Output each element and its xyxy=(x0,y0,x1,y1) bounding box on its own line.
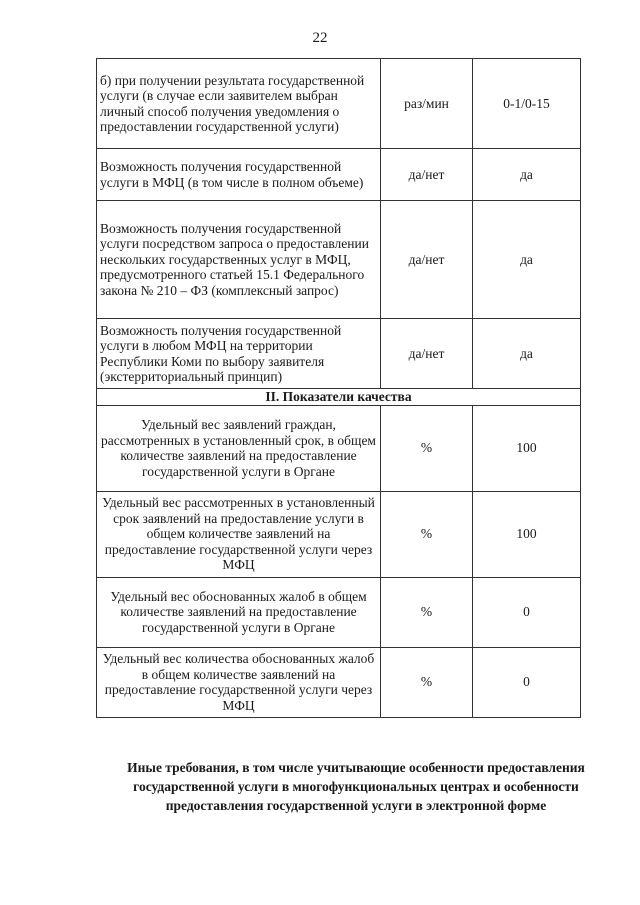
row-description: б) при получении результата государственной услуги (в случае если заявителем выбран личный способ получения уведомления о предоставлении государственной услуги) xyxy=(97,59,381,149)
row-description: Удельный вес обоснованных жалоб в общем количестве заявлений на предоставление государственной услуги в Органе xyxy=(97,577,381,647)
row-unit: % xyxy=(381,405,473,491)
row-unit: % xyxy=(381,491,473,577)
row-description: Возможность получения государственной услуги в любом МФЦ на территории Республики Коми по выбору заявителя (экстерриториальный принцип) xyxy=(97,319,381,389)
row-description: Удельный вес рассмотренных в установленный срок заявлений на предоставление услуги в общем количестве заявлений на предоставление государственной услуги через МФЦ xyxy=(97,491,381,577)
indicators-table xyxy=(96,58,581,718)
table-row xyxy=(97,405,581,491)
table-row xyxy=(97,149,581,201)
row-value: 0-1/0-15 xyxy=(473,59,581,149)
row-value: да xyxy=(473,149,581,201)
row-unit: да/нет xyxy=(381,319,473,389)
table-row xyxy=(97,59,581,149)
row-description: Удельный вес количества обоснованных жалоб в общем количестве заявлений на предоставление государственной услуги через МФЦ xyxy=(97,647,381,717)
table-row xyxy=(97,647,581,717)
row-value: 0 xyxy=(473,577,581,647)
row-description: Возможность получения государственной услуги в МФЦ (в том числе в полном объеме) xyxy=(97,149,381,201)
row-description: Возможность получения государственной услуги посредством запроса о предоставлении нескольких государственных услуг в МФЦ, предусмотренного статьей 15.1 Федерального закона № 210 – ФЗ (комплексный запрос) xyxy=(97,201,381,319)
row-description: Удельный вес заявлений граждан, рассмотренных в установленный срок, в общем количестве заявлений на предоставление государственной услуги в Органе xyxy=(97,405,381,491)
row-value: 100 xyxy=(473,405,581,491)
row-unit: да/нет xyxy=(381,201,473,319)
page-number: 22 xyxy=(312,30,328,46)
section-title: II. Показатели качества xyxy=(97,389,581,406)
row-value: да xyxy=(473,201,581,319)
section-header-row xyxy=(97,389,581,406)
row-value: 100 xyxy=(473,491,581,577)
row-unit: % xyxy=(381,647,473,717)
row-unit: % xyxy=(381,577,473,647)
row-value: 0 xyxy=(473,647,581,717)
table-row xyxy=(97,491,581,577)
table-row xyxy=(97,201,581,319)
row-unit: раз/мин xyxy=(381,59,473,149)
table-row xyxy=(97,319,581,389)
table-row xyxy=(97,577,581,647)
closing-heading: Иные требования, в том числе учитывающие особенности предоставления государственной услуги в многофункциональных центрах и особенности предоставления государственной услуги в электронной форме xyxy=(127,760,585,813)
row-value: да xyxy=(473,319,581,389)
row-unit: да/нет xyxy=(381,149,473,201)
